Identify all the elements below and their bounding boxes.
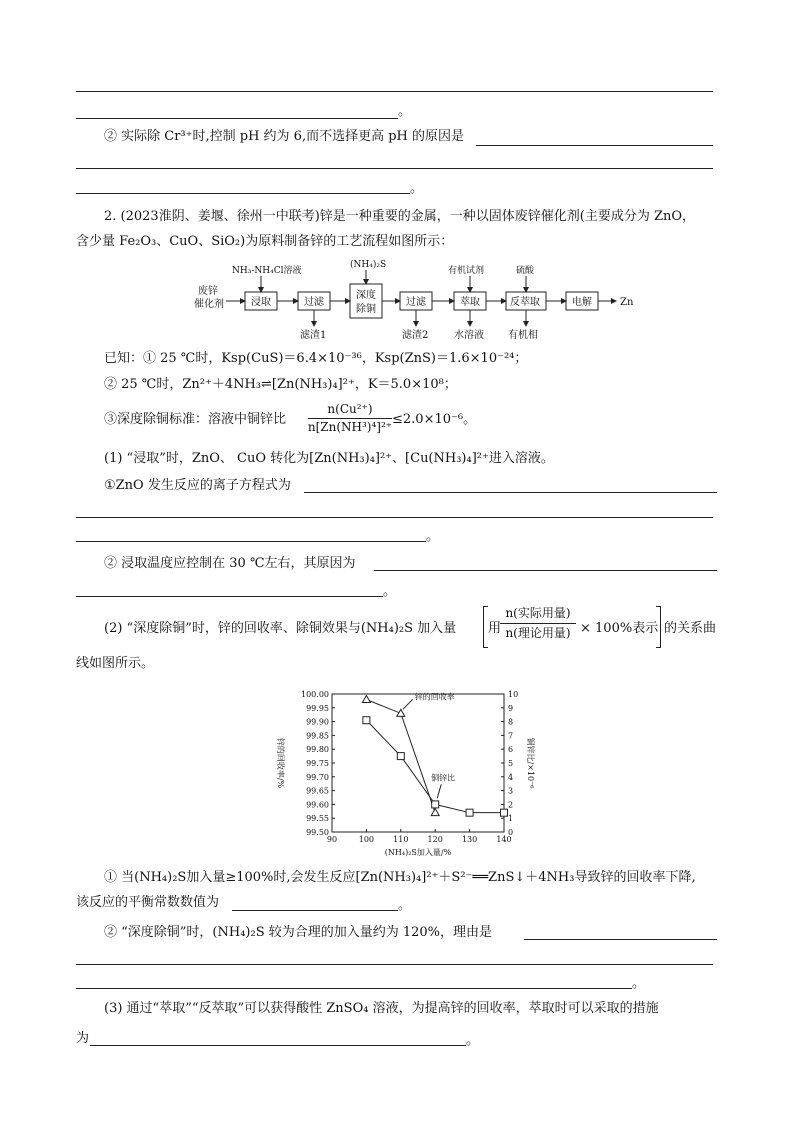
sub1-q2: ② 浸取温度应控制在 30 ℃左右，其原因为 <box>104 556 356 571</box>
y2-tick-label: 0 <box>508 828 514 837</box>
known-3-prefix: ③深度除铜标准：溶液中铜锌比 <box>104 412 287 427</box>
q2-intro-line1: 2. (2023淮阴、姜堰、徐州一中联考)锌是一种重要的金属，一种以固体废锌催化剂(主要成分为 ZnO， <box>104 209 696 224</box>
sub2-line2: 线如图所示。 <box>76 656 155 671</box>
answer-line <box>76 91 713 92</box>
flow-out-organic: 有机相 <box>508 330 538 341</box>
recovery-point <box>362 696 370 703</box>
y-tick-label: 99.60 <box>306 800 329 810</box>
flow-step-decopper-2: 除铜 <box>356 304 376 315</box>
answer-line <box>76 988 632 989</box>
end-mark: 。 <box>398 104 412 119</box>
known-1: 已知：① 25 ℃时，Ksp(CuS)＝6.4×10⁻³⁶，Ksp(ZnS)＝1.6×10⁻²⁴； <box>104 351 528 366</box>
sub2-times: × 100%表示 <box>580 621 659 636</box>
y2-tick-label: 1 <box>508 814 514 824</box>
fraction-bar <box>500 623 576 624</box>
end-mark: 。 <box>410 181 424 196</box>
answer-line <box>524 939 717 940</box>
flow-step-extract: 萃取 <box>460 297 480 308</box>
flow-raw-material-2: 催化剂 <box>194 299 224 310</box>
q2-intro-line2: 含少量 Fe₂O₃、CuO、SiO₂)为原料制备锌的工艺流程如图所示： <box>76 234 454 249</box>
cu-zn-ratio-point <box>397 753 404 760</box>
y-tick-label: 99.50 <box>306 828 329 837</box>
cu-zn-ratio-point <box>363 717 370 724</box>
flow-reagent-extract: 有机试剂 <box>448 266 485 276</box>
answer-line <box>76 964 713 965</box>
y2-tick-label: 6 <box>508 745 514 755</box>
known-3-fraction <box>304 402 396 435</box>
sub3-line2: 为 <box>76 1031 90 1046</box>
q1-part2-text: ② 实际除 Cr³⁺时,控制 pH 约为 6,而不选择更高 pH 的原因是 <box>104 129 465 144</box>
cu-zn-leader <box>437 784 441 798</box>
y-tick-label: 99.95 <box>306 703 329 713</box>
sub2-suffix: 的关系曲 <box>664 621 717 636</box>
sub1-q1: ①ZnO 发生反应的离子方程式为 <box>104 478 291 493</box>
x-tick-label: 140 <box>496 835 512 844</box>
recovery-series-label: 锌的回收率 <box>414 692 455 702</box>
end-mark: 。 <box>383 584 397 599</box>
answer-line <box>232 910 398 911</box>
y2-tick-label: 5 <box>508 759 514 768</box>
y-tick-label: 99.90 <box>306 717 329 727</box>
answer-line <box>90 1045 466 1046</box>
end-mark: 。 <box>466 1033 480 1048</box>
answer-line <box>76 517 713 518</box>
bracket-right <box>656 606 661 648</box>
sub1-intro: (1) “浸取”时，ZnO、 CuO 转化为[Zn(NH₃)₄]²⁺、[Cu(NH₃)₄]²⁺进入溶液。 <box>104 451 554 466</box>
zinc-recovery-chart <box>268 682 538 862</box>
x-tick-label: 110 <box>393 835 409 844</box>
y2-tick-label: 3 <box>508 786 514 796</box>
flow-step-decopper-1: 深度 <box>356 290 376 301</box>
y-tick-label: 99.85 <box>306 731 329 741</box>
y-tick-label: 99.65 <box>306 786 329 796</box>
flow-reagent-decopper: (NH₄)₂S <box>350 260 387 270</box>
flow-step-leach: 浸取 <box>251 297 271 308</box>
flow-raw-material-1: 废锌 <box>198 286 218 297</box>
end-mark: 。 <box>398 898 412 913</box>
recovery-leader <box>403 699 413 709</box>
sub2-q2: ② “深度除铜”时，(NH₄)₂S 较为合理的加入量约为 120%，理由是 <box>104 925 493 940</box>
sub2-prefix: (2) “深度除铜”时，锌的回收率、除铜效果与(NH₄)₂S 加入量 <box>104 621 457 636</box>
answer-line <box>76 193 410 194</box>
cu-zn-ratio-line <box>366 720 504 812</box>
fraction-bar <box>308 418 392 419</box>
x-tick-label: 90 <box>326 835 338 844</box>
y-tick-label: 99.55 <box>306 814 329 824</box>
flow-step-filter2: 过滤 <box>406 297 426 308</box>
flow-step-filter1: 过滤 <box>304 297 324 308</box>
x-axis-label: (NH₄)₂S加入量/% <box>384 848 452 857</box>
y2-tick-label: 7 <box>508 731 514 741</box>
y2-tick-label: 10 <box>508 690 519 699</box>
flow-reagent-strip: 硫酸 <box>516 266 535 276</box>
x-tick-label: 100 <box>358 835 375 844</box>
y2-axis-label: 铜锌比/×10⁻⁶ <box>526 737 535 789</box>
x-tick-label: 130 <box>461 835 478 844</box>
cu-zn-ratio-point <box>432 801 439 808</box>
y2-tick-label: 9 <box>508 703 514 713</box>
sub2-q1-line1: ① 当(NH₄)₂S加入量≥100%时,会发生反应[Zn(NH₃)₄]²⁺＋S²⁻══ZnS↓＋4NH₃导致锌的回收率下降, <box>104 870 696 885</box>
sub2-fraction <box>500 606 576 641</box>
cu-zn-ratio-point <box>501 809 508 816</box>
flow-out-residue2: 滤渣2 <box>402 330 429 341</box>
sub3-line1: (3) 通过“萃取”“反萃取”可以获得酸性 ZnSO₄ 溶液，为提高锌的回收率，萃取时可以采取的措施 <box>104 1001 659 1016</box>
y2-tick-label: 8 <box>508 717 514 727</box>
y-tick-label: 99.70 <box>306 772 329 782</box>
answer-line <box>76 541 426 542</box>
flow-step-strip: 反萃取 <box>510 297 540 308</box>
sub2-q1-line2: 该反应的平衡常数数值为 <box>76 895 220 910</box>
end-mark: 。 <box>632 976 646 991</box>
recovery-point <box>397 709 405 716</box>
y-tick-label: 99.75 <box>306 759 329 768</box>
flow-product: Zn <box>620 297 634 308</box>
cu-zn-series-label: 铜锌比 <box>431 773 456 783</box>
process-flow-diagram <box>190 256 650 346</box>
recovery-point <box>431 809 439 816</box>
answer-line <box>76 596 383 597</box>
flow-out-aqueous: 水溶液 <box>454 330 484 341</box>
answer-line <box>76 168 713 169</box>
fraction-numerator: n(Cu²⁺) <box>327 402 373 416</box>
flow-reagent-leach: NH₃-NH₄Cl溶液 <box>232 266 302 276</box>
x-tick-label: 120 <box>427 835 443 844</box>
answer-line <box>304 492 717 493</box>
y-tick-label: 99.80 <box>306 745 329 755</box>
answer-line <box>374 570 717 571</box>
flow-out-residue1: 滤渣1 <box>300 330 327 341</box>
fraction-numerator: n(实际用量) <box>505 606 571 620</box>
y2-tick-label: 2 <box>508 800 514 810</box>
y2-tick-label: 4 <box>508 772 514 782</box>
answer-line <box>76 118 398 119</box>
fraction-denominator: n[Zn(NH³)⁴]²⁺ <box>307 420 393 434</box>
y-tick-label: 100.00 <box>301 690 329 699</box>
sub2-paren-open: 用 <box>488 621 502 636</box>
end-mark: 。 <box>426 529 440 544</box>
cu-zn-ratio-point <box>466 809 473 816</box>
y-axis-label: 锌的回收率/% <box>276 737 285 789</box>
flow-step-electrolysis: 电解 <box>572 297 592 308</box>
answer-line <box>476 145 713 146</box>
known-2: ② 25 ℃时，Zn²⁺＋4NH₃⇌[Zn(NH₃)₄]²⁺，K＝5.0×10⁸； <box>104 377 457 392</box>
known-3-suffix: ≤2.0×10⁻⁶。 <box>392 412 477 427</box>
fraction-denominator: n(理论用量) <box>505 626 571 640</box>
